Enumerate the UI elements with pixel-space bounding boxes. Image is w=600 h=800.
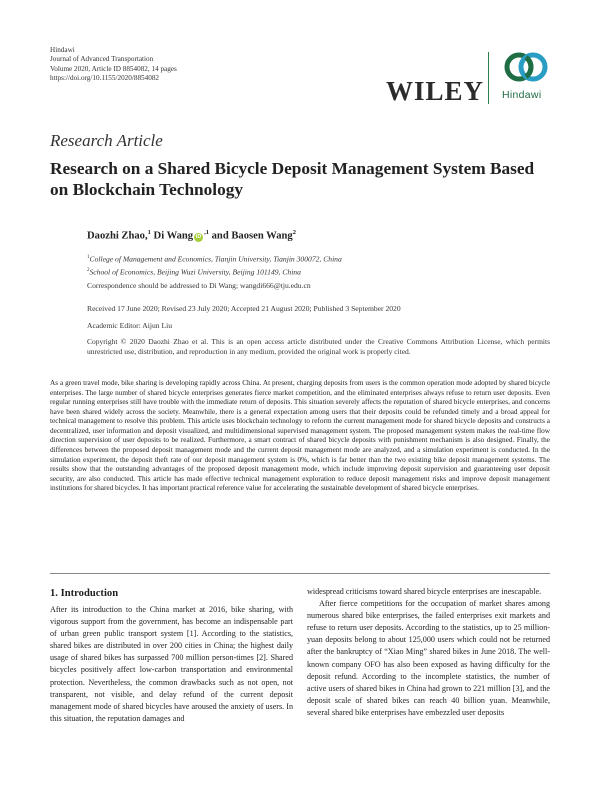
author-list [87, 229, 296, 242]
right-column [307, 586, 550, 719]
publication-dates: Received 17 June 2020; Revised 23 July 2020; Accepted 21 August 2020; Published 3 September 2020 [87, 304, 401, 313]
affiliation-1: $^1$College of Management and Economics, Tianjin University, Tianjin 300072, China [87, 254, 342, 264]
doi-link[interactable]: https://doi.org/10.1155/2020/8854082 [50, 74, 160, 83]
journal-name: Journal of Advanced Transportation [50, 55, 154, 64]
article-title: Research on a Shared Bicycle Deposit Management System Based on Blockchain Technology [50, 159, 535, 199]
intro-paragraph-2: After fierce competitions for the occupation of market shares among numerous shared bike enterprises, the failed enterprises exit markets and refuse to return user deposits. According to the statistics, up to 25 million-yuan deposits belong to about 125,000 users which could not be returned after the bankruptcy of “Xiao Ming” shared bikes in June 2018. The well-known company OFO has also been exposed as having difficulty for the deposit refund. According to the incomplete statistics, the number of active users of shared bikes in China had grown to 221 million [3], and the deposit scale of shared bikes can reach 40 billion yuan. Meanwhile, several shared bike enterprises have embezzled user deposits [307, 599, 550, 717]
journal-meta [50, 46, 177, 84]
copyright-notice: Copyright © 2020 Daozhi Zhao et al. This is an open access article distributed under the Creative Commons Attribution License, which permits unrestricted use, distribution, and reproduction in any medium, provided the original work is properly cited. [87, 337, 550, 357]
author-wang-baosen-affil: 2 [292, 229, 296, 236]
publisher-name: Hindawi [50, 46, 75, 54]
affiliations [87, 252, 342, 278]
intro-paragraph-1: After its introduction to the China market at 2016, bike sharing, with vigorous support from the government, has become an indispensable part of urban green public transport system [1]. According to the statistics, shared bikes are distributed in over 200 cities in China; the highest daily usage of shared bikes has surpassed 700 million person-times [2]. Shared bicycles positively affect low-carbon transportation and environmental protection. Nevertheless, the common drawbacks such as not open, not transparent, not visible, and delay refund of the current deposit management mode of shared bicycles have aroused the anxiety of users. In this situation, the reputation damages and [50, 605, 293, 723]
orcid-icon[interactable]: iD [195, 233, 202, 240]
hindawi-logo-text: Hindawi [502, 89, 542, 101]
volume-info: Volume 2020, Article ID 8854082, 14 pages [50, 64, 177, 73]
abstract: As a green travel mode, bike sharing is developing rapidly across China. At present, charging deposits from users is the common operation mode adopted by shared bicycle enterprises. The large number of shared bicycle enterprises generates fierce market competition, and the eliminated enterprises always refuse to return user deposits. Even regular running enterprises still have trouble with the immediate return of deposits. This situation severely affects the reputation of shared bicycle enterprises, and concerns have been shared widely across the society. Meanwhile, there is a general expectation among users that their deposits could be refunded timely and a broad appeal for technical management to resolve this problem. This article uses blockchain technology to reform the current management mode for shared bicycle deposits and constructs a decentralized, user information and deposit visualized, and multidimensional supervised management system. The proposed management system makes the real-time flow direction supervision of user deposits to be realized. Furthermore, a smart contract of shared bicycle deposits with punishment mechanism is also designed. Finally, the differences between the proposed deposit management mode and the current deposit management mode are analyzed, and a simulation experiment is conducted. In the simulation experiment, the deposit theft rate of our deposit management system is 0%, which is far better than the two existing bike deposit management systems. The results show that the outstanding advantages of the proposed deposit management mode, which include improving deposit supervision and guaranteeing user deposit security, are also conducted. This article has made effective technical management exploration to reduce deposit management risks and improve deposit management institutions for shared bicycles. It has important practical reference value for accelerating the sustainable development of shared bicycle enterprises. [50, 379, 550, 493]
left-column [50, 588, 293, 725]
wiley-logo: WILEY [386, 76, 485, 106]
author-wang-di: Di Wang [153, 230, 194, 242]
intro-paragraph-1-cont: widespread criticisms toward shared bicycle enterprises are inescapable. [307, 587, 542, 596]
article-type: Research Article [50, 131, 163, 150]
author-zhao-affil: 1 [147, 229, 151, 236]
intro-heading: 1. Introduction [50, 588, 119, 599]
correspondence: Correspondence should be addressed to Di Wang; wangdi666@tju.edu.cn [87, 281, 311, 290]
academic-editor: Academic Editor: Aijun Liu [87, 321, 172, 330]
author-wang-di-affil: ,1 [204, 229, 209, 236]
affiliation-2: $^2$School of Economics, Beijing Wuzi University, Beijing 101149, China [87, 267, 301, 277]
section-divider [50, 573, 550, 574]
author-zhao: Daozhi Zhao, [87, 230, 148, 242]
logo-divider [488, 52, 489, 104]
hindawi-logo-icon [498, 48, 554, 86]
author-wang-baosen: and Baosen Wang [211, 230, 293, 242]
